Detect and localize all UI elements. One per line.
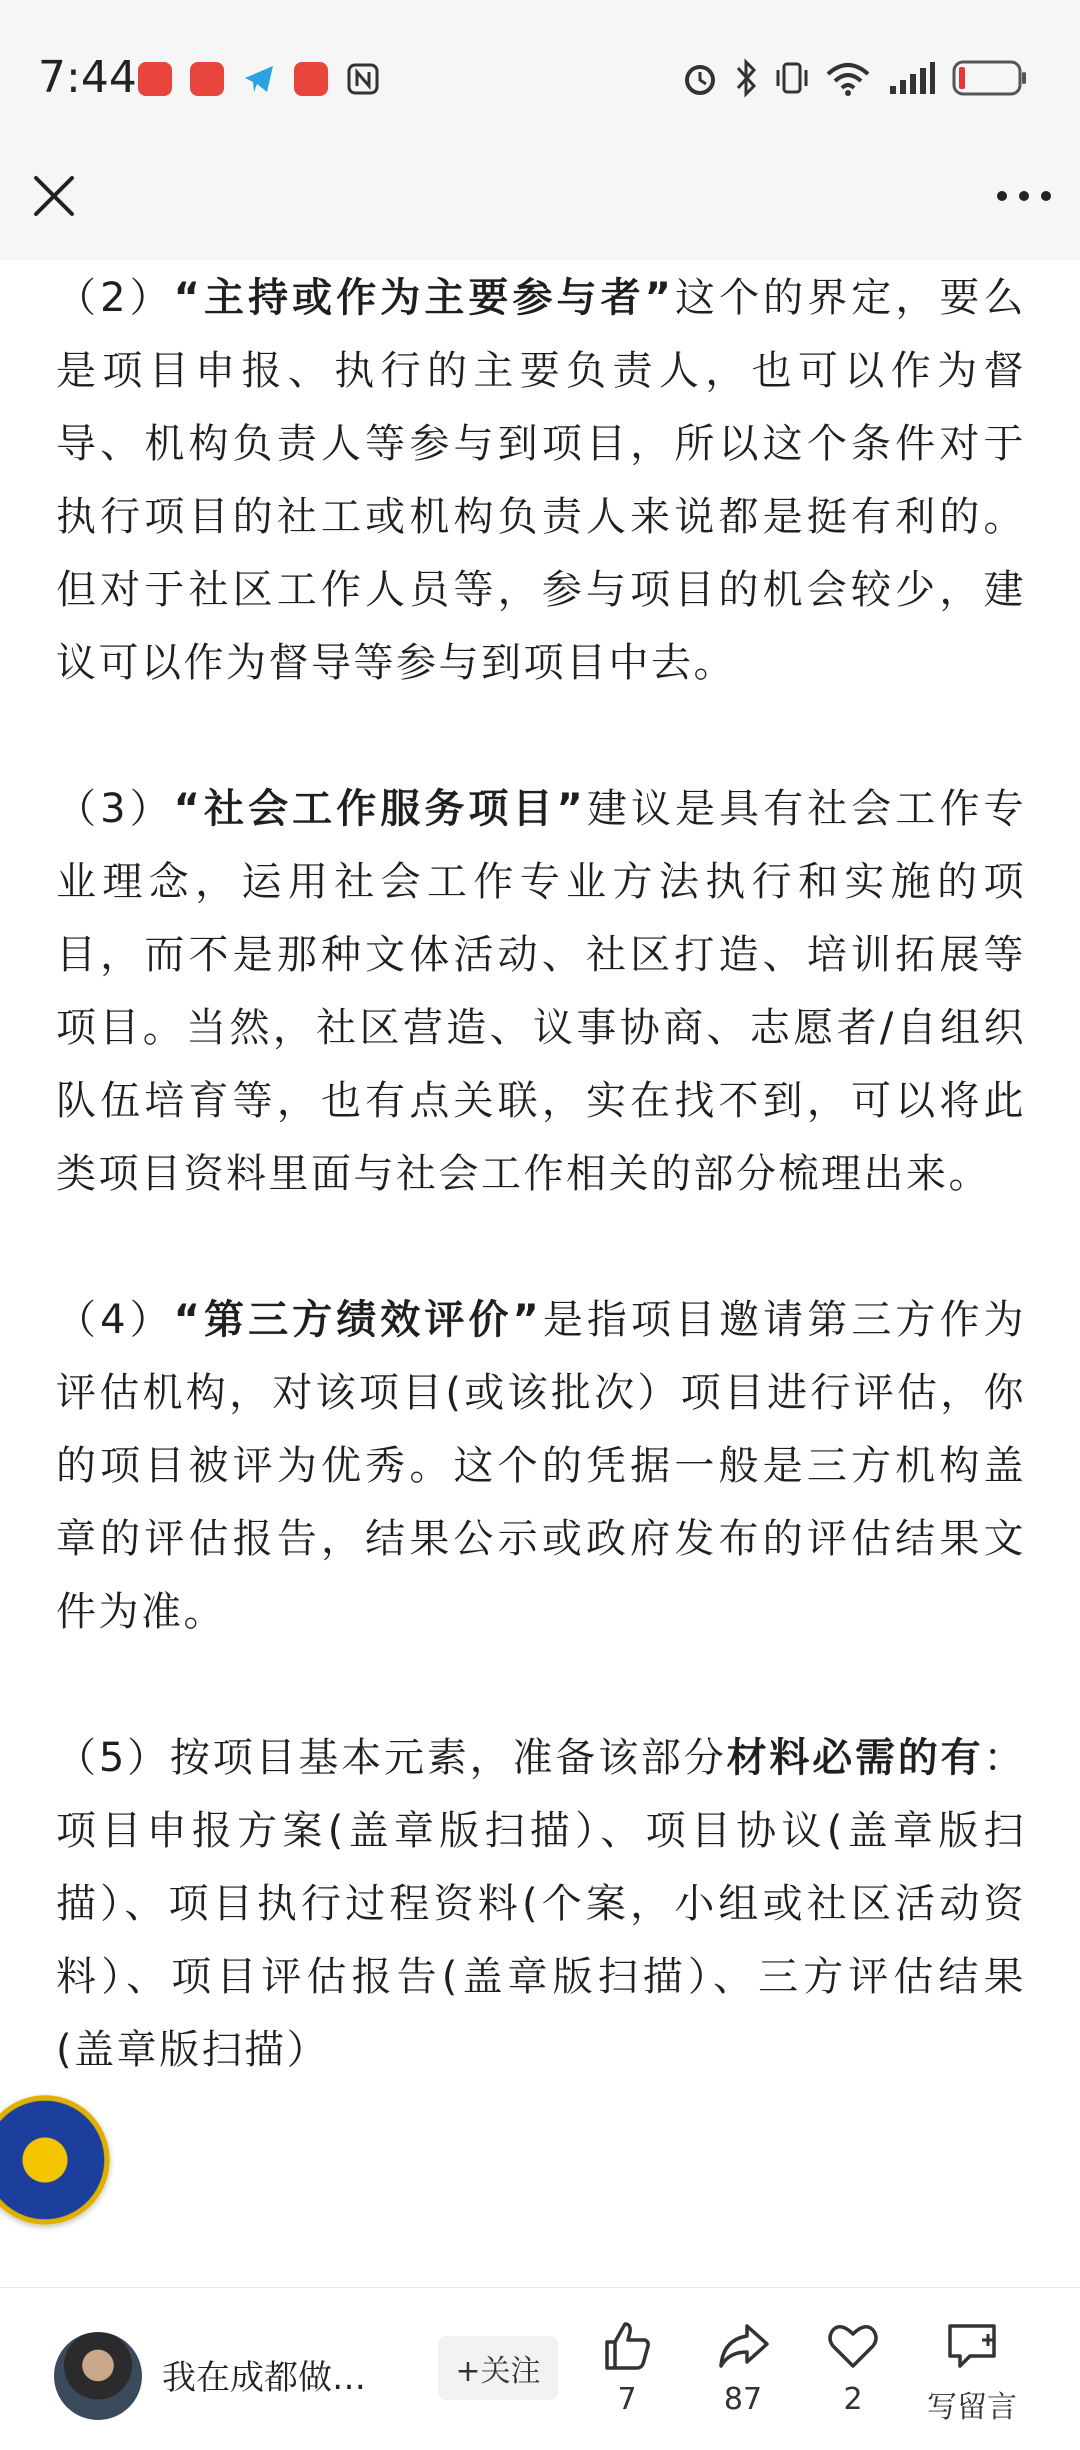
paragraph-3 <box>56 773 1026 1211</box>
paragraph-4-prefix: （4） <box>56 1297 174 1343</box>
favorite-button[interactable] <box>798 2318 908 2417</box>
paragraph-5-text: ：项目申报方案(盖章版扫描）、项目协议(盖章版扫描）、项目执行过程资料(个案，小组或社区活动资料）、项目评估报告(盖章版扫描）、三方评估结果(盖章版扫描） <box>56 1735 1026 2073</box>
huawei-app-icon <box>138 62 172 96</box>
paragraph-4 <box>56 1284 1026 1649</box>
video-app-icon <box>294 62 328 96</box>
more-icon <box>994 176 1054 216</box>
nfc-icon <box>346 62 380 96</box>
comment-label: 写留言 <box>927 2390 1017 2425</box>
favorite-count: 2 <box>843 2382 863 2417</box>
signal-icon <box>888 58 936 98</box>
notification-app-icon <box>190 62 224 96</box>
paragraph-5-prefix: （5）按项目基本元素，准备该部分 <box>56 1735 727 1781</box>
more-button[interactable] <box>994 176 1054 216</box>
heart-icon <box>825 2318 881 2374</box>
thumbs-up-icon <box>599 2318 655 2374</box>
alarm-icon <box>680 58 720 98</box>
share-button[interactable] <box>688 2318 798 2417</box>
paragraph-2 <box>56 262 1026 700</box>
author-name[interactable]: 我在成都做… <box>162 2358 366 2398</box>
comment-icon <box>944 2318 1000 2374</box>
paragraph-4-bold: “第三方绩效评价” <box>173 1297 542 1343</box>
status-bar <box>0 0 1080 160</box>
article-body <box>56 262 1026 2202</box>
paragraph-4-text: 是指项目邀请第三方作为评估机构，对该项目(或该批次）项目进行评估，你的项目被评为优秀。这个的凭据一般是三方机构盖章的评估报告，结果公示或政府发布的评估结果文件为准。 <box>56 1297 1026 1635</box>
telegram-icon <box>242 62 276 96</box>
battery-icon <box>952 58 1028 98</box>
like-count: 7 <box>617 2382 637 2417</box>
paragraph-2-bold: “主持或作为主要参与者” <box>173 275 674 321</box>
paragraph-5 <box>56 1722 1026 2087</box>
status-time: 7:44 <box>38 52 137 103</box>
share-count: 87 <box>723 2382 763 2417</box>
paragraph-3-prefix: （3） <box>56 786 174 832</box>
author-avatar[interactable] <box>54 2332 142 2420</box>
share-icon <box>715 2318 771 2374</box>
wifi-icon <box>824 58 872 98</box>
paragraph-3-text: 建议是具有社会工作专业理念，运用社会工作专业方法执行和实施的项目，而不是那种文体活动、社区打造、培训拓展等项目。当然，社区营造、议事协商、志愿者/自组织队伍培育等，也有点关联，实在找不到，可以将此类项目资料里面与社会工作相关的部分梳理出来。 <box>56 786 1026 1197</box>
paragraph-2-text: 这个的界定，要么是项目申报、执行的主要负责人，也可以作为督导、机构负责人等参与到项目，所以这个条件对于执行项目的社工或机构负责人来说都是挺有利的。但对于社区工作人员等，参与项目的机会较少，建议可以作为督导等参与到项目中去。 <box>56 275 1026 686</box>
paragraph-5-bold: 材料必需的有 <box>726 1735 984 1781</box>
paragraph-2-prefix: （2） <box>56 275 174 321</box>
like-button[interactable] <box>572 2318 682 2417</box>
follow-button[interactable]: +关注 <box>438 2336 558 2400</box>
close-button[interactable] <box>28 170 80 222</box>
vibrate-icon <box>772 58 812 98</box>
paragraph-3-bold: “社会工作服务项目” <box>173 786 586 832</box>
close-icon <box>28 170 80 222</box>
nav-bar <box>0 160 1080 260</box>
comment-button[interactable] <box>912 2318 1032 2426</box>
bluetooth-icon <box>732 58 760 98</box>
